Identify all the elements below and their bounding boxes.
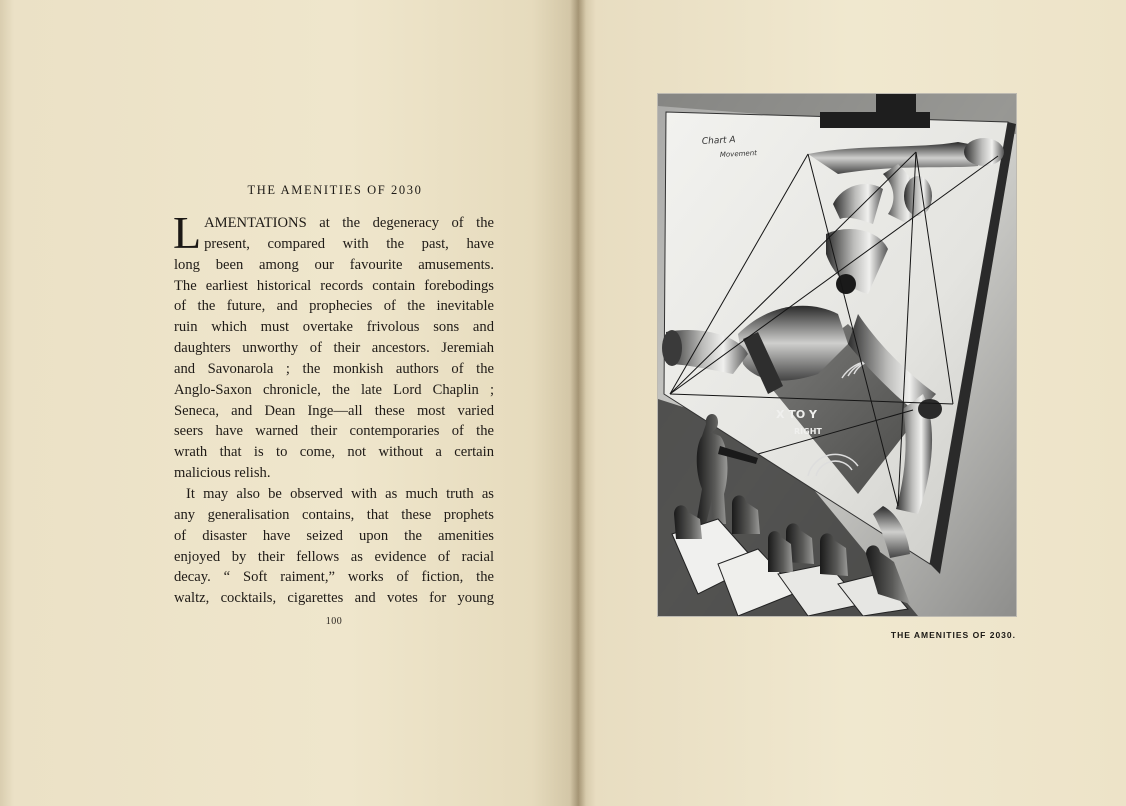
text-line: long been among our favourite amusements. <box>174 256 494 273</box>
text-line: The earliest historical records contain forebodings <box>174 277 494 294</box>
book-gutter <box>570 0 586 806</box>
text-line: daughters unworthy of their ancestors. Jeremiah <box>174 340 494 357</box>
text-line: AMENTATIONS at the degeneracy of the <box>204 215 494 231</box>
text-line: ruin which must overtake frivolous sons and <box>174 319 494 336</box>
text-line: and Savonarola ; the monkish authors of the <box>174 360 494 377</box>
board-text-right: RIGHT <box>794 427 822 436</box>
plate-caption: THE AMENITIES OF 2030. <box>890 630 1016 640</box>
text-line: Seneca, and Dean Inge—all these most varied <box>174 402 494 419</box>
running-head: THE AMENITIES OF 2030 <box>247 183 423 197</box>
page-number: 100 <box>325 616 343 627</box>
text-line: wrath that is to come, not without a certain <box>174 444 494 461</box>
text-line: decay. “ Soft raiment,” works of fiction, the <box>174 569 494 586</box>
text-line: malicious relish. <box>174 465 271 482</box>
text-line: It may also be observed with as much truth as <box>186 485 494 502</box>
illustration-plate <box>658 94 1016 616</box>
illustration-drawing <box>658 94 1016 616</box>
text-line: waltz, cocktails, cigarettes and votes for young <box>174 590 494 607</box>
text-line: of the future, and prophecies of the inevitable <box>174 298 494 315</box>
text-line: any generalisation contains, that these prophets <box>174 506 494 523</box>
text-line: of disaster have seized upon the amenities <box>174 527 494 544</box>
chart-sublabel: Movement <box>719 149 758 159</box>
drop-cap: L <box>173 207 202 258</box>
text-line: enjoyed by their fellows as evidence of racial <box>174 548 494 565</box>
paragraph-1 <box>173 207 494 484</box>
board-text-x-to-y: X TO Y <box>776 408 817 421</box>
text-line: present, compared with the past, have <box>204 235 494 252</box>
text-line: Anglo-Saxon chronicle, the late Lord Chaplin ; <box>174 381 494 398</box>
paragraph-2 <box>174 484 494 609</box>
chart-label: Chart A <box>701 135 736 147</box>
body-text <box>173 207 494 609</box>
text-line: seers have warned their contemporaries of the <box>174 423 494 440</box>
